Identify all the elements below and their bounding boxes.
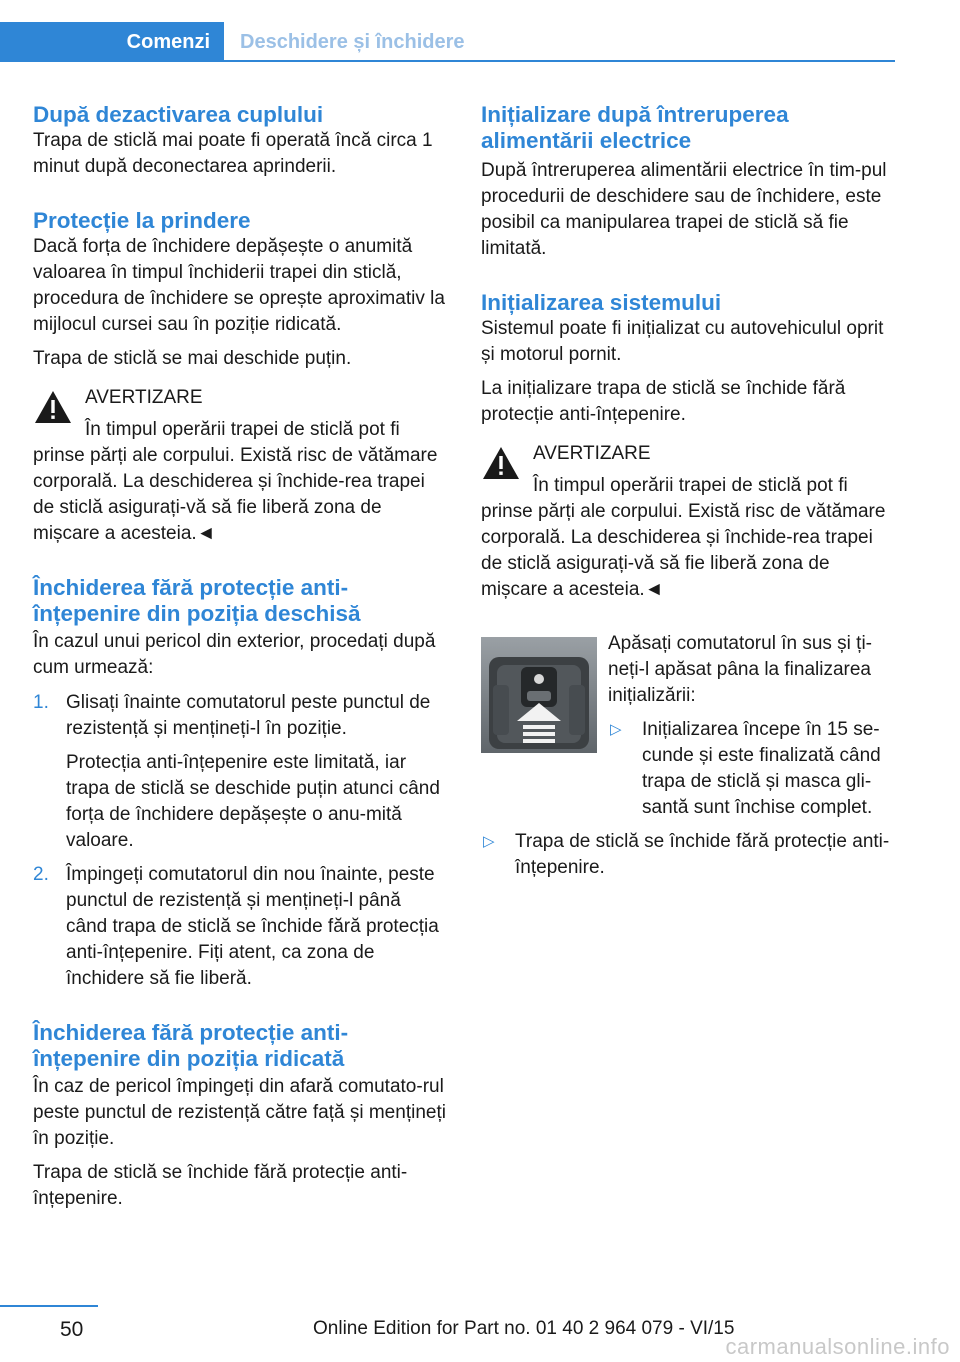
list-subtext: Protecția anti-înțepenire este limitată, iar trapa de sticlă se deschide puțin atunci când forța de închidere depășește o anu‐mită valoare.: [66, 752, 440, 851]
list-number: 1.: [33, 692, 49, 713]
page-header: [0, 22, 895, 62]
header-rule: [0, 60, 895, 62]
image-instruction-block: [481, 631, 895, 821]
section-dupa-dezactivare: [33, 102, 447, 180]
tab-comenzi[interactable]: Comenzi: [0, 22, 224, 62]
section-initializare-intrerupere: [481, 102, 895, 262]
bullet-list: [481, 829, 895, 881]
warning-triangle-icon: [33, 389, 73, 425]
page-number: 50: [60, 1318, 84, 1341]
section-title: Închiderea fără protecție anti-înțepenire din poziția ridicată: [33, 1020, 349, 1071]
list-text: Inițializarea începe în 15 se‐cunde și este finalizată când trapa de sticlă și masca gli‐santă sunt închise complet.: [642, 719, 881, 818]
list-item: [33, 690, 447, 854]
section-inchidere-ridicata: [33, 1020, 447, 1212]
bullet-list: [608, 717, 895, 821]
list-number: 2.: [33, 864, 49, 885]
warning-text: În timpul operării trapei de sticlă pot fi: [85, 419, 400, 440]
triangle-bullet-icon: ▷: [483, 833, 495, 850]
paragraph: Trapa de sticlă se mai deschide puțin.: [33, 348, 352, 369]
section-title: Închiderea fără protecție anti-înțepenire din poziția deschisă: [33, 575, 361, 626]
list-text: Împingeți comutatorul din nou înainte, peste punctul de rezistență și mențineți-l până când trapa de sticlă se închide fără protecția anti-înțepenire. Fiți atent, ca zona de închidere să fie liberă.: [66, 864, 439, 989]
paragraph: Trapa de sticlă se închide fără protecție anti-înțepenire.: [33, 1162, 408, 1209]
warning-title: AVERTIZARE: [85, 387, 203, 408]
paragraph: La inițializare trapa de sticlă se închide fără protecție anti-înțepenire.: [481, 378, 846, 425]
edition-text: Online Edition for Part no. 01 40 2 964 079 - VI/15: [313, 1318, 735, 1339]
section-initializarea-sistemului: [481, 290, 895, 428]
watermark: carmanualsonline.info: [725, 1334, 950, 1359]
footer-rule: [0, 1305, 98, 1307]
warning-block: [33, 385, 447, 547]
paragraph: Dacă forța de închidere depășește o anumită valoarea în timpul închiderii trapei din sticlă, procedura de închidere se oprește aproximativ la mijlocul cursei sau în poziție ridicată.: [33, 236, 445, 335]
roof-switch-photo: [481, 637, 597, 753]
section-title: Inițializare după întreruperea alimentării electrice: [481, 102, 789, 153]
paragraph: După întreruperea alimentării electrice în tim‐pul procedurii de deschidere sau de închidere, este posibil ca manipularea trapei de sticlă să fie limitată.: [481, 160, 887, 259]
tab-deschidere[interactable]: Deschidere și închidere: [240, 31, 465, 53]
warning-text: prinse părți ale corpului. Există risc de vătămare corporală. La deschiderea și închide‐rea trapei de sticlă asigurați-vă să fie liberă zona de mișcare a acesteia.◄: [481, 501, 886, 600]
list-text: Trapa de sticlă se închide fără protecție anti-înțepenire.: [515, 831, 890, 878]
paragraph: Apăsați comutatorul în sus și ți‐neți-l apăsat pâna la finalizarea inițializării:: [608, 633, 872, 706]
warning-text: În timpul operării trapei de sticlă pot fi: [533, 475, 848, 496]
warning-text: prinse părți ale corpului. Există risc de vătămare corporală. La deschiderea și închide‐rea trapei de sticlă asigurați-vă să fie liberă zona de mișcare a acesteia.◄: [33, 445, 438, 544]
list-text: Glisați înainte comutatorul peste punctul de rezistență și mențineți-l în poziție.: [66, 692, 431, 739]
warning-block: [481, 441, 895, 603]
right-column: [481, 102, 895, 889]
paragraph: Sistemul poate fi inițializat cu autovehiculul oprit și motorul pornit.: [481, 318, 884, 365]
paragraph: În caz de pericol împingeți din afară comutato‐rul peste punctul de rezistență către față și mențineți în poziție.: [33, 1076, 446, 1149]
paragraph: În cazul unui pericol din exterior, procedați după cum urmează:: [33, 631, 436, 678]
left-column: [33, 102, 447, 1225]
numbered-list: [33, 690, 447, 992]
section-title: Protecție la prindere: [33, 208, 251, 233]
list-item: [33, 862, 447, 992]
list-item: [481, 829, 895, 881]
section-protectie: [33, 208, 447, 372]
paragraph: Trapa de sticlă mai poate fi operată încă circa 1 minut după deconectarea aprinderii.: [33, 130, 433, 177]
warning-title: AVERTIZARE: [533, 443, 651, 464]
section-inchidere-deschisa: [33, 575, 447, 992]
list-item: [608, 717, 895, 821]
triangle-bullet-icon: ▷: [610, 721, 622, 738]
section-title: După dezactivarea cuplului: [33, 102, 324, 127]
warning-triangle-icon: [481, 445, 521, 481]
section-title: Inițializarea sistemului: [481, 290, 722, 315]
